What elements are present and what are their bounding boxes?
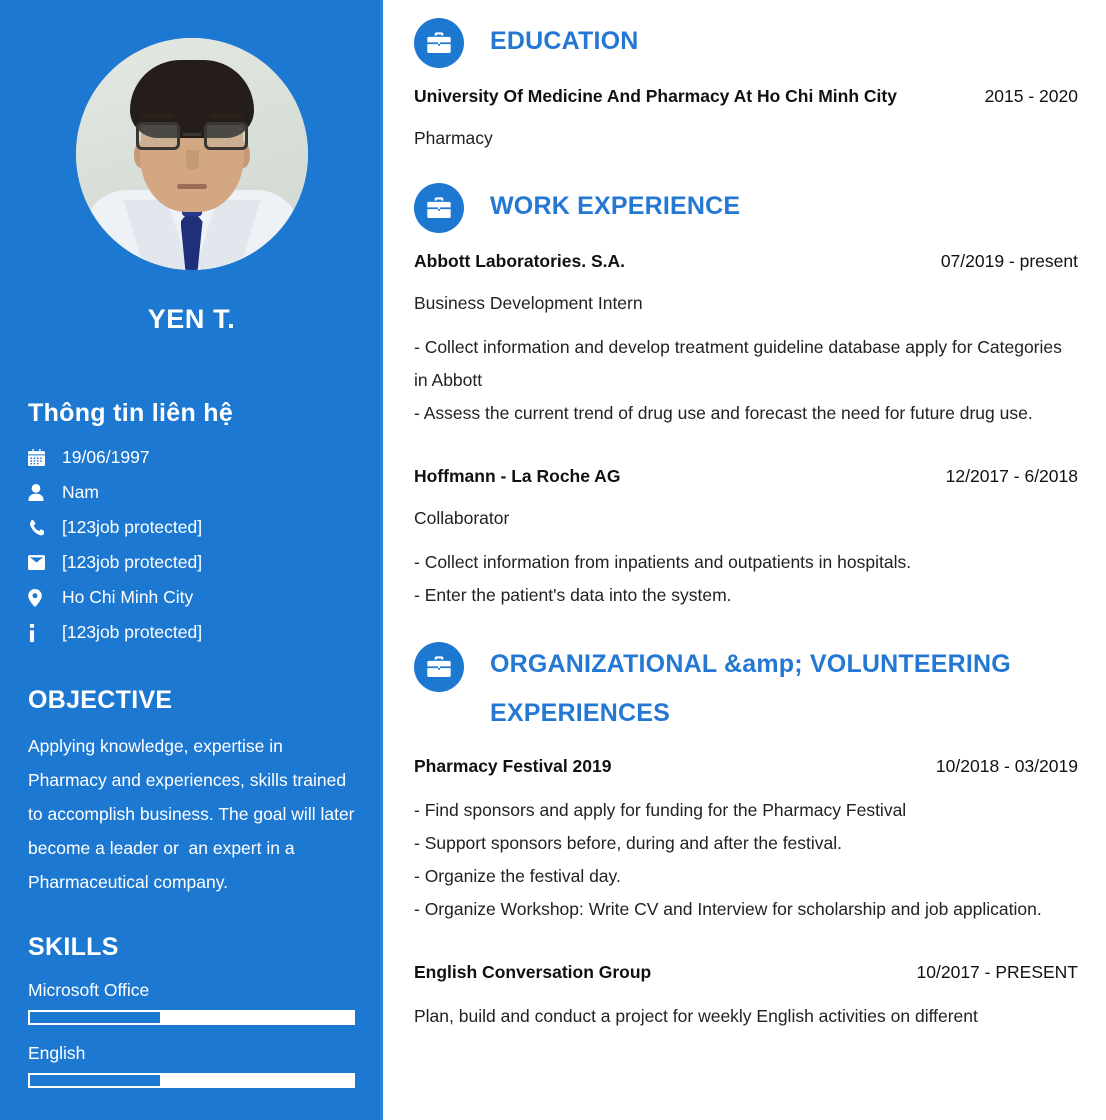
avatar-glasses-bridge xyxy=(183,133,201,136)
contact-item-location xyxy=(28,580,355,615)
contact-item-phone xyxy=(28,510,355,545)
envelope-icon xyxy=(28,554,58,571)
spacer xyxy=(414,153,1078,179)
location-pin-icon xyxy=(28,589,58,607)
contact-item-birthdate xyxy=(28,440,355,475)
spacer xyxy=(414,430,1078,448)
entry-row xyxy=(414,752,1078,781)
contact-value: [123job protected] xyxy=(62,552,203,572)
avatar-eyebrow-right xyxy=(210,114,244,119)
entry-title: Hoffmann - La Roche AG xyxy=(414,466,621,486)
skill-progress-track xyxy=(28,1073,355,1088)
avatar-lens-right xyxy=(204,122,248,150)
bullet-item: Plan, build and conduct a project for weekly English activities on different xyxy=(414,1006,978,1026)
entry-date: 2015 - 2020 xyxy=(984,86,1078,106)
spacer xyxy=(414,926,1078,944)
entry-title: English Conversation Group xyxy=(414,962,652,982)
glasses-icon xyxy=(136,122,248,150)
contact-item-info xyxy=(28,615,355,650)
entry-row xyxy=(414,82,1078,111)
bullet-item: - Assess the current trend of drug use and forecast the need for future drug use. xyxy=(414,403,1033,423)
calendar-icon xyxy=(28,449,58,466)
phone-icon xyxy=(28,519,58,536)
volunteering-entry xyxy=(414,958,1078,1033)
avatar-nose xyxy=(186,150,199,170)
contact-list xyxy=(28,440,355,650)
contact-value: [123job protected] xyxy=(62,517,203,537)
contact-value: Nam xyxy=(62,482,99,502)
entry-subtitle: Collaborator xyxy=(414,508,510,528)
entry-date: 10/2017 - PRESENT xyxy=(916,962,1078,982)
skill-label: Microsoft Office xyxy=(28,980,150,1000)
skill-item xyxy=(28,1043,355,1088)
contact-item-gender xyxy=(28,475,355,510)
contact-value: Ho Chi Minh City xyxy=(62,587,194,607)
section-title: EDUCATION xyxy=(490,27,639,55)
contact-value: [123job protected] xyxy=(62,622,203,642)
bullet-item: - Collect information and develop treatment guideline database apply for Categories in Abbott xyxy=(414,337,1062,390)
entry-date: 07/2019 - present xyxy=(940,251,1078,271)
briefcase-icon xyxy=(414,642,464,692)
section-title: WORK EXPERIENCE xyxy=(490,192,741,220)
entry-title: Abbott Laboratories. S.A. xyxy=(414,251,625,271)
bullet-item: - Organize the festival day. xyxy=(414,866,621,886)
bullet-item: - Collect information from inpatients and outpatients in hospitals. xyxy=(414,552,912,572)
briefcase-icon xyxy=(414,183,464,233)
volunteering-entry xyxy=(414,752,1078,926)
contact-item-email xyxy=(28,545,355,580)
skills-heading: SKILLS xyxy=(28,933,119,961)
contact-value: 19/06/1997 xyxy=(62,447,150,467)
skill-label: English xyxy=(28,1043,86,1063)
entry-row xyxy=(414,462,1078,491)
entry-bullets xyxy=(414,794,1078,926)
user-icon xyxy=(28,484,58,501)
spacer xyxy=(414,612,1078,638)
bullet-item: - Find sponsors and apply for funding for the Pharmacy Festival xyxy=(414,800,907,820)
entry-bullets xyxy=(414,1000,1078,1033)
info-icon xyxy=(28,624,58,642)
avatar-mouth xyxy=(177,184,207,189)
entry-row xyxy=(414,958,1078,987)
bullet-item: - Enter the patient's data into the system. xyxy=(414,585,732,605)
contact-heading: Thông tin liên hệ xyxy=(28,399,234,427)
avatar-eyebrow-left xyxy=(140,114,174,119)
sidebar xyxy=(0,0,383,1120)
objective-heading: OBJECTIVE xyxy=(28,686,173,714)
skill-progress-track xyxy=(28,1010,355,1025)
objective-text: Applying knowledge, expertise in Pharmacy and experiences, skills trained to accomplish business. The goal will later become a leader or an expert in a Pharmaceutical company. xyxy=(28,736,360,892)
entry-date: 10/2018 - 03/2019 xyxy=(935,756,1078,776)
entry-bullets xyxy=(414,546,1078,612)
skill-progress-fill xyxy=(30,1012,162,1023)
avatar-wrapper xyxy=(28,0,355,270)
entry-subtitle: Pharmacy xyxy=(414,128,493,148)
entry-subtitle: Business Development Intern xyxy=(414,293,643,313)
entry-bullets xyxy=(414,331,1078,430)
bullet-item: - Support sponsors before, during and after the festival. xyxy=(414,833,843,853)
skill-progress-fill xyxy=(30,1075,162,1086)
briefcase-icon xyxy=(414,18,464,68)
candidate-name: YEN T. xyxy=(147,304,236,334)
education-entry xyxy=(414,82,1078,153)
avatar xyxy=(76,38,308,270)
main-content xyxy=(383,0,1106,1120)
avatar-lens-left xyxy=(136,122,180,150)
entry-title: University Of Medicine And Pharmacy At Ho Chi Minh City xyxy=(414,86,897,106)
work-entry xyxy=(414,462,1078,612)
section-header-education xyxy=(414,16,1078,68)
skill-item xyxy=(28,980,355,1025)
section-header-work-experience xyxy=(414,181,1078,233)
entry-row xyxy=(414,247,1078,276)
entry-title: Pharmacy Festival 2019 xyxy=(414,756,612,776)
entry-date: 12/2017 - 6/2018 xyxy=(945,466,1078,486)
section-header-organizational xyxy=(414,640,1078,738)
bullet-item: - Organize Workshop: Write CV and Interview for scholarship and job application. xyxy=(414,899,1042,919)
work-entry xyxy=(414,247,1078,430)
section-title: ORGANIZATIONAL &amp; VOLUNTEERING EXPERIENCES xyxy=(490,650,1011,727)
